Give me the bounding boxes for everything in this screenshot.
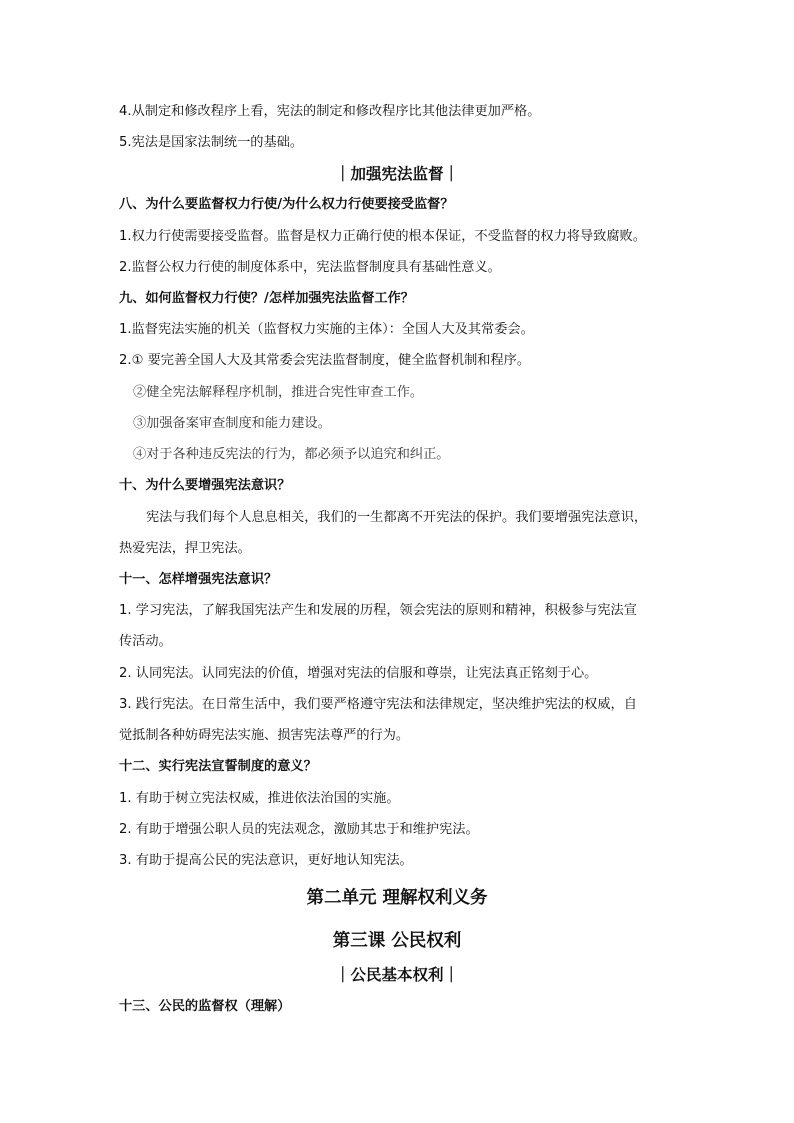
question-12-point-1: 1. 有助于树立宪法权威，推进依法治国的实施。 [119, 791, 400, 806]
point-5: 5.宪法是国家法制统一的基础。 [119, 135, 304, 150]
question-10-paragraph-line-1: 宪法与我们每个人息息相关，我们的一生都离不开宪法的保护。我们要增强宪法意识， [146, 510, 648, 525]
question-9: 九、如何监督权力行使？/怎样加强宪法监督工作？ [119, 291, 414, 306]
lesson-title: 第三课 公民权利 [332, 931, 462, 951]
question-11-point-1-line-1: 1. 学习宪法，了解我国宪法产生和发展的历程，领会宪法的原则和精神，积极参与宪法宣 [119, 603, 637, 618]
section-heading-rights: ｜公民基本权利｜ [334, 966, 459, 984]
question-10-paragraph-line-2: 热爱宪法，捍卫宪法。 [119, 541, 251, 556]
question-13: 十三、公民的监督权（理解） [119, 999, 291, 1014]
unit-title: 第二单元 理解权利义务 [306, 888, 488, 908]
question-11-point-2: 2. 认同宪法。认同宪法的价值，增强对宪法的信服和尊崇，让宪法真正铭刻于心。 [119, 666, 598, 681]
question-9-point-2a: 2.① 要完善全国人大及其常委会宪法监督制度，健全监督机制和程序。 [119, 353, 531, 368]
question-12-point-3: 3. 有助于提高公民的宪法意识，更好地认知宪法。 [119, 853, 413, 868]
question-8-point-1: 1.权力行使需要接受监督。监督是权力正确行使的根本保证，不受监督的权力将导致腐败。 [119, 229, 646, 244]
question-10: 十、为什么要增强宪法意识？ [119, 478, 291, 493]
section-heading-supervision: ｜加强宪法监督｜ [334, 165, 459, 183]
question-12: 十二、实行宪法宣誓制度的意义？ [119, 759, 317, 774]
question-9-point-2b: ②健全宪法解释程序机制，推进合宪性审查工作。 [133, 385, 424, 400]
point-4: 4.从制定和修改程序上看，宪法的制定和修改程序比其他法律更加严格。 [119, 104, 541, 119]
question-8: 八、为什么要监督权力行使/为什么权力行使要接受监督？ [119, 197, 454, 212]
question-9-point-2c: ③加强备案审查制度和能力建设。 [133, 416, 331, 431]
question-8-point-2: 2.监督公权力行使的制度体系中，宪法监督制度具有基础性意义。 [119, 260, 501, 275]
question-11-point-1-line-2: 传活动。 [119, 634, 172, 649]
question-9-point-2d: ④对于各种违反宪法的行为，都必须予以追究和纠正。 [133, 447, 450, 462]
question-11-point-3-line-1: 3. 践行宪法。在日常生活中，我们要严格遵守宪法和法律规定，坚决维护宪法的权威，自 [119, 697, 637, 712]
question-11: 十一、怎样增强宪法意识？ [119, 572, 278, 587]
question-11-point-3-line-2: 觉抵制各种妨碍宪法实施、损害宪法尊严的行为。 [119, 728, 410, 743]
question-12-point-2: 2. 有助于增强公职人员的宪法观念，激励其忠于和维护宪法。 [119, 822, 479, 837]
question-9-point-1: 1.监督宪法实施的机关（监督权力实施的主体）：全国人大及其常委会。 [119, 322, 534, 337]
